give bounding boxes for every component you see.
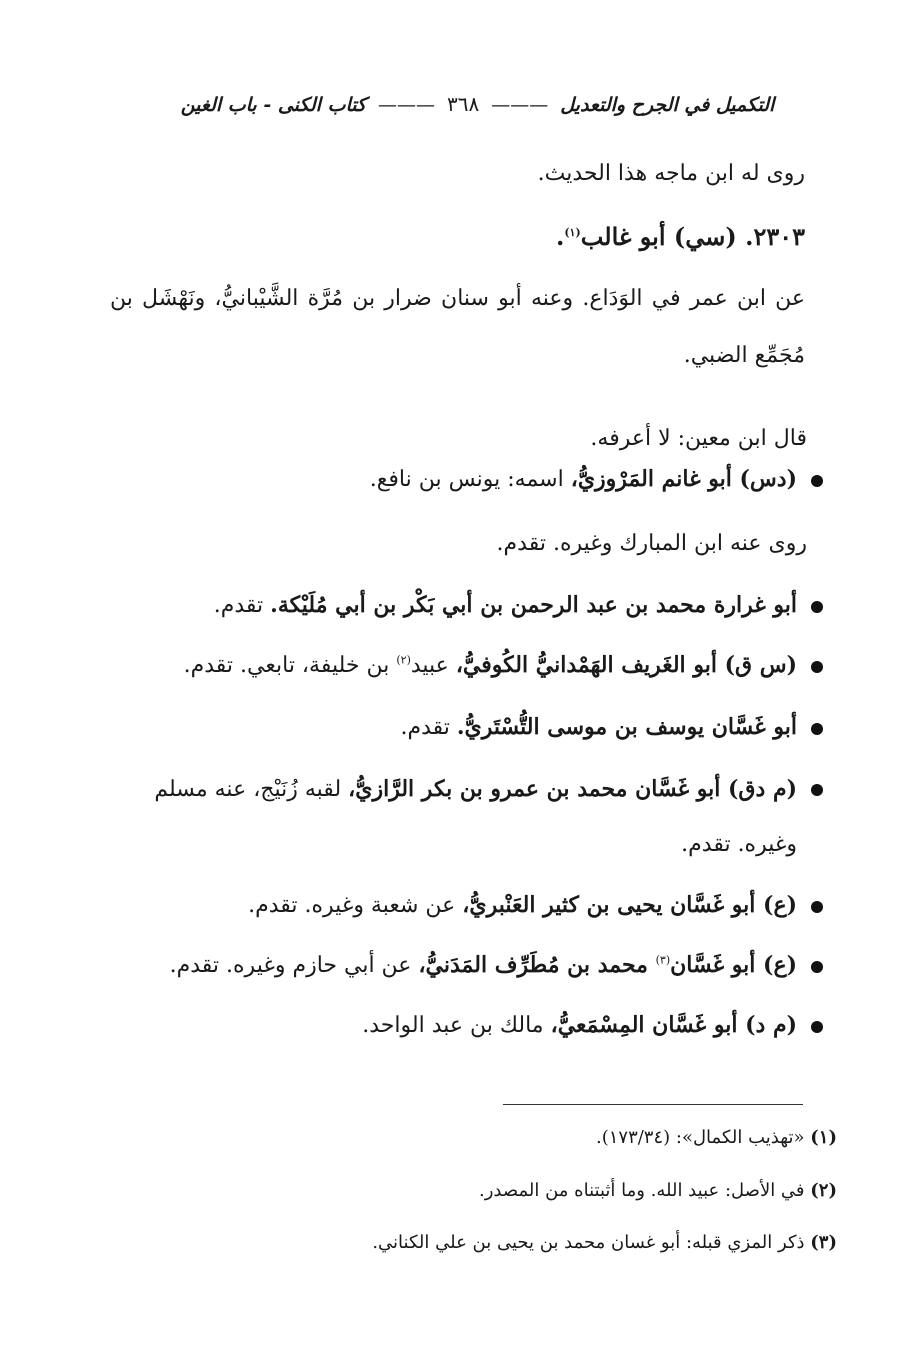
- page-number: ٣٦٨: [447, 92, 480, 116]
- bullet-icon: [811, 1021, 823, 1033]
- entry-code: (سي): [673, 222, 737, 251]
- list-item: [110, 892, 823, 920]
- list-item: [110, 652, 823, 680]
- rawa-line: روى عنه ابن المبارك وغيره. تقدم.: [496, 531, 807, 556]
- footnote: [110, 1232, 837, 1253]
- list-item-text: (م دق) أبو غَسَّان محمد بن عمرو بن بكر الرَّازيُّ، لقبه زُنَيْج، عنه مسلم وغيره. تقدم.: [154, 776, 797, 857]
- entry-heading: [556, 222, 805, 251]
- book-title: التكميل في الجرح والتعديل: [560, 94, 775, 116]
- header-dash: ———: [491, 94, 549, 116]
- footnote-ref: (٢): [396, 653, 411, 667]
- running-header: [150, 92, 805, 116]
- list-item-text: (س ق) أبو الغَريف الهَمْدانيُّ الكُوفيُّ، عبيد$^{(٢)}$ بن خليفة، تابعي. تقدم.: [183, 652, 797, 678]
- footnote-number: (٣): [810, 1232, 837, 1253]
- list-item-text: (دس) أبو غانم المَرْوزيُّ، اسمه: يونس بن نافع.: [369, 466, 797, 492]
- footnote-ref: (٣): [655, 953, 671, 967]
- list-item-text: (ع) أبو غَسَّان يحيى بن كثير العَنْبريُّ، عن شعبة وغيره. تقدم.: [248, 892, 797, 918]
- bullet-icon: [811, 661, 823, 673]
- footnote-text: في الأصل: عبيد الله. وما أثبتناه من المصدر.: [479, 1180, 811, 1201]
- bullet-icon: [811, 961, 823, 973]
- entry-tail: .: [555, 222, 565, 251]
- bullet-icon: [811, 723, 823, 735]
- list-item-text: أبو غَسَّان يوسف بن موسى التُّسْتَريُّ. تقدم.: [400, 714, 797, 740]
- footnote-number: (١): [810, 1127, 837, 1148]
- list-item: [110, 762, 823, 872]
- bullet-icon: [811, 601, 823, 613]
- list-item-text: (م د) أبو غَسَّان المِسْمَعيُّ، مالك بن عبد الواحد.: [362, 1012, 797, 1038]
- ibn-maeen-line: قال ابن معين: لا أعرفه.: [590, 426, 807, 451]
- list-item: [110, 1012, 823, 1040]
- narration-paragraph: عن ابن عمر في الوَدَاع. وعنه أبو سنان ضرار بن مُرَّة الشَّيْبانيُّ، ونَهْشَل بن مُجَمِّع الضبي.: [110, 286, 805, 369]
- bullet-icon: [811, 475, 823, 487]
- entry-name: أبو غالب: [580, 222, 666, 251]
- footnote-text: ذكر المزي قبله: أبو غسان محمد بن يحيى بن علي الكناني.: [372, 1232, 811, 1253]
- list-item-text: (ع) أبو غَسَّان$^{(٣)}$ محمد بن مُطَرِّف المَدَنيُّ، عن أبي حازم وغيره. تقدم.: [169, 952, 797, 978]
- footnote-divider: [503, 1104, 803, 1105]
- list-item: [110, 466, 823, 494]
- footnote-ref: (١): [564, 226, 581, 239]
- list-item: [110, 952, 823, 980]
- entry-number: ٢٣٠٣.: [745, 222, 805, 251]
- header-dash: ———: [378, 94, 436, 116]
- list-item-text: أبو غرارة محمد بن عبد الرحمن بن أبي بَكْر بن أبي مُلَيْكة. تقدم.: [213, 592, 797, 618]
- bullet-icon: [811, 901, 823, 913]
- footnote: [110, 1127, 837, 1148]
- footnote-number: (٢): [810, 1180, 837, 1201]
- intro-line: روى له ابن ماجه هذا الحديث.: [537, 161, 805, 186]
- chapter-title: كتاب الكنى - باب الغين: [180, 94, 367, 116]
- bullet-icon: [811, 784, 823, 796]
- list-item: [110, 592, 823, 620]
- list-item: [110, 714, 823, 742]
- footnote: [110, 1180, 837, 1201]
- footnote-text: «تهذيب الكمال»: (١٧٣/٣٤).: [595, 1127, 811, 1148]
